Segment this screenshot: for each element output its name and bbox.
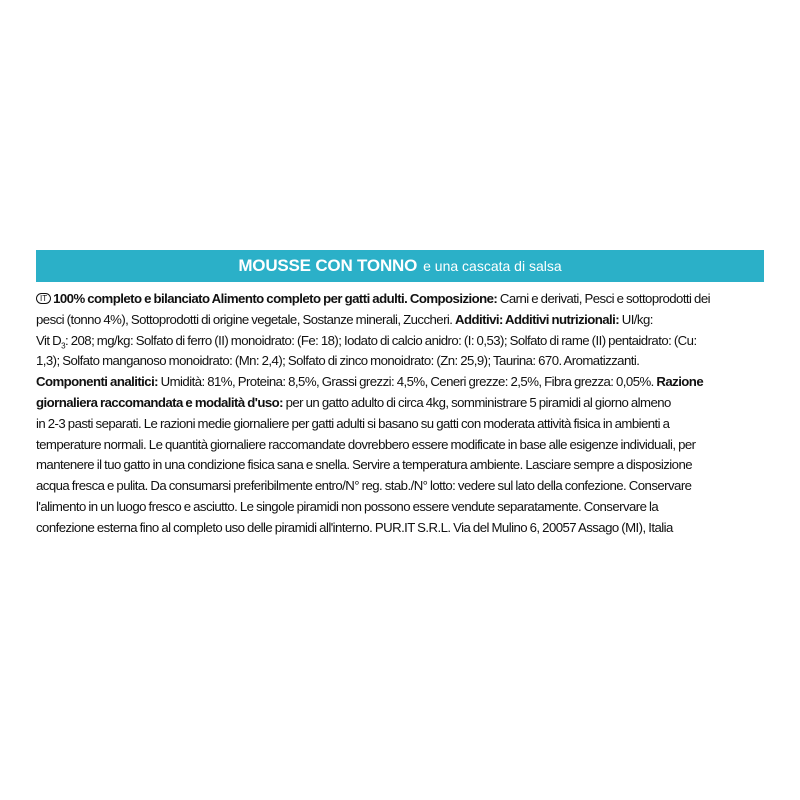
product-title-banner — [36, 250, 764, 282]
heading-composition: 100% completo e bilanciato Alimento completo per gatti adulti. Composizione: — [53, 291, 498, 306]
composition-text: Carni e derivati, Pesci e sottoprodotti dei — [497, 291, 710, 306]
product-title: MOUSSE CON TONNO — [238, 256, 418, 275]
product-subtitle: e una cascata di salsa — [423, 258, 562, 274]
language-badge: IT — [36, 293, 51, 304]
heading-analytical: Componenti analitici: — [36, 374, 159, 390]
heading-ration: Razione — [656, 374, 704, 390]
text-line-9: mantenere il tuo gatto in una condizione fisica sana e snella. Servire a temperatura ambiente. Lasciare sempre a disposizione — [36, 457, 693, 473]
text-line-4 — [36, 351, 766, 372]
text-line-6 — [36, 393, 766, 414]
additives-text-cont: 1,3); Solfato manganoso monoidrato: (Mn: 2,4); Solfato di zinco monoidrato: (Zn: 25,9); Taurina: 670. Aromatizzanti. — [36, 353, 640, 369]
heading-additives: Additivi: Additivi nutrizionali: — [455, 311, 620, 327]
ration-text: per un gatto adulto di circa 4kg, somministrare 5 piramidi al giorno almeno — [283, 394, 671, 410]
text-line-12: confezione esterna fino al completo uso delle piramidi all'interno. PUR.IT S.R.L. Via del Mulino 6, 20057 Assago (MI), Italia — [36, 519, 673, 535]
vitamin-label: Vit D — [36, 332, 62, 348]
text-line-2 — [36, 310, 766, 331]
text-line-10: acqua fresca e pulita. Da consumarsi preferibilmente entro/N° reg. stab./N° lotto: vedere sul lato della confezione. Conservare — [36, 478, 692, 494]
text-line-1 — [36, 289, 766, 310]
heading-ration-cont: giornaliera raccomandata e modalità d'uso: — [36, 394, 283, 410]
analytical-text: Umidità: 81%, Proteina: 8,5%, Grassi grezzi: 4,5%, Ceneri grezze: 2,5%, Fibra grezza: 0,05%. — [158, 374, 657, 390]
text-line-11: l'alimento in un luogo fresco e asciutto. Le singole piramidi non possono essere vendute separatamente. Conservare la — [36, 498, 659, 514]
text-line-8: temperature normali. Le quantità giornaliere raccomandate dovrebbero essere modificate in base alle esigenze individuali, per — [36, 436, 696, 452]
additives-text: : 208; mg/kg: Solfato di ferro (II) monoidrato: (Fe: 18); Iodato di calcio anidro: (I: 0,53); Solfato di rame (II) pentaidrato: (Cu: — [65, 332, 697, 348]
additives-unit: UI/kg: — [619, 311, 653, 327]
composition-text-cont: pesci (tonno 4%), Sottoprodotti di origine vegetale, Sostanze minerali, Zuccheri. — [36, 311, 456, 327]
text-line-5 — [36, 372, 766, 393]
label-text — [36, 289, 766, 539]
vitamin-subscript: 3 — [61, 341, 65, 351]
text-line-7: in 2-3 pasti separati. Le razioni medie giornaliere per gatti adulti si basano su gatti con moderata attività fisica in ambienti a — [36, 415, 670, 431]
text-line-3 — [36, 331, 766, 352]
